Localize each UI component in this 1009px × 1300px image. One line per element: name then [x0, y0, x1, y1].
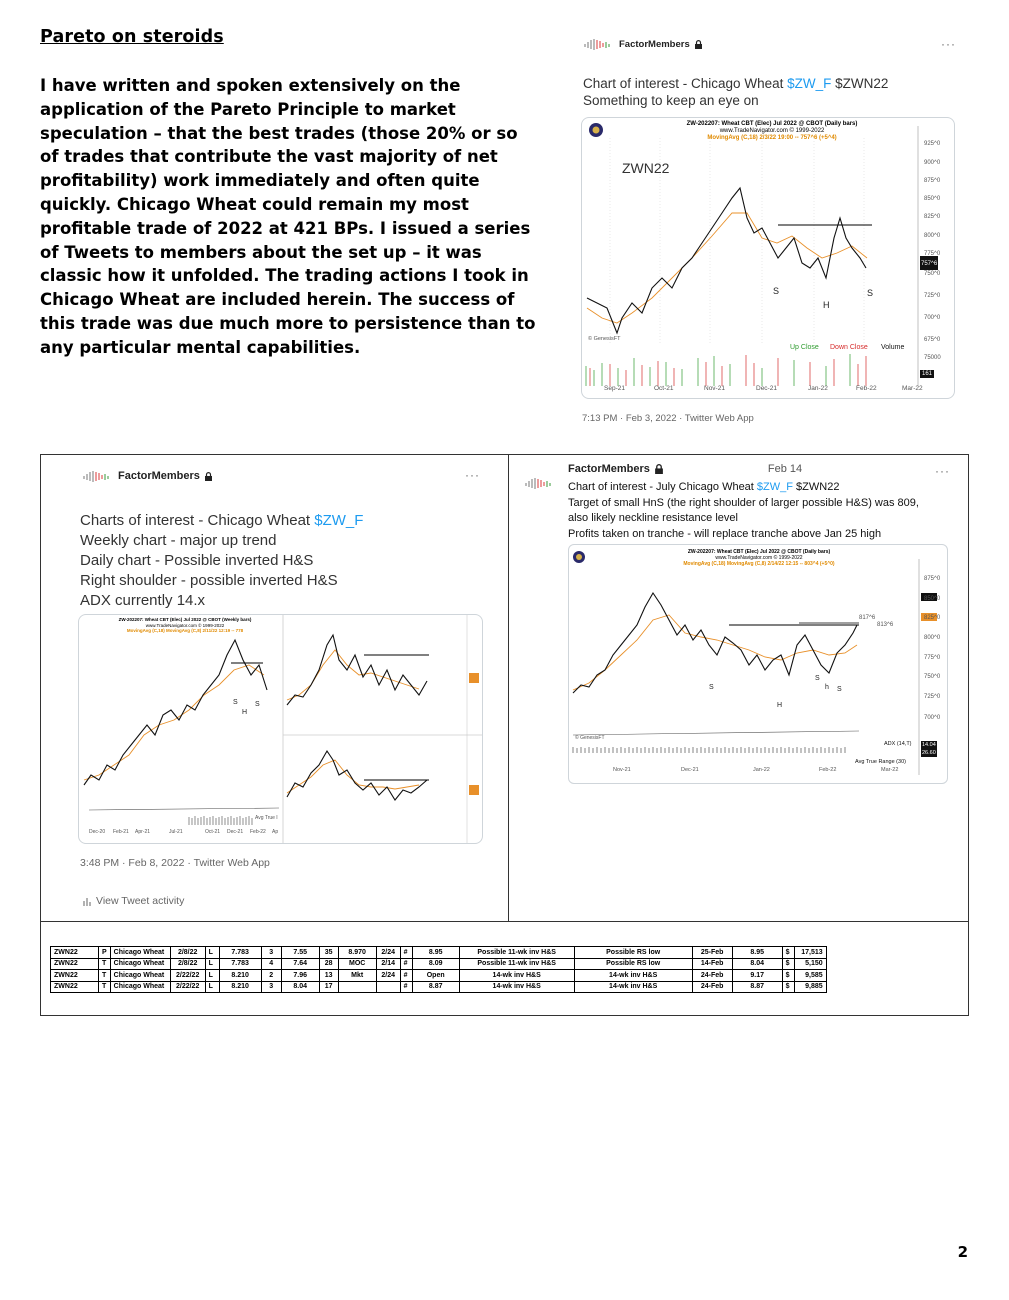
table-cell: $	[782, 970, 794, 982]
table-cell: Open	[412, 970, 459, 982]
x-tick: Feb-22	[250, 829, 266, 835]
table-row	[51, 970, 827, 982]
x-tick: Dec-21	[681, 767, 699, 773]
pattern-label-h: H	[777, 702, 783, 709]
factor-logo-icon	[583, 35, 611, 53]
x-tick: Jan-22	[753, 767, 770, 773]
account-name[interactable]: FactorMembers	[619, 38, 690, 50]
table-cell: P	[99, 947, 111, 959]
tweet-text: $ZWN22	[831, 76, 889, 91]
symbol-label: ZWN22	[622, 160, 670, 176]
table-cell: 7.64	[281, 958, 319, 970]
legend-volume: Volume	[881, 344, 905, 351]
x-tick: Sep-21	[604, 385, 625, 392]
adx-value: 14.04	[922, 742, 936, 748]
table-cell	[338, 981, 376, 993]
table-cell: 7.96	[281, 970, 319, 982]
table-cell: MOC	[338, 958, 376, 970]
tweet-text: $ZWN22	[792, 481, 840, 493]
table-cell: 13	[319, 970, 338, 982]
tweet-text: Profits taken on tranche - will replace tranche above Jan 25 high	[568, 527, 882, 540]
chart-title-line: MovingAvg (C,18) MovingAvg (C,8) 2/14/22 12:15 -- 803^4 (+5^0)	[683, 561, 835, 567]
pattern-label-s: S	[837, 686, 842, 693]
x-tick: Nov-21	[613, 767, 631, 773]
x-tick: Feb-22	[819, 767, 837, 773]
table-cell: #	[400, 958, 412, 970]
view-activity-link[interactable]: View Tweet activity	[96, 895, 185, 907]
table-cell: 3	[261, 947, 281, 959]
pattern-label-h: H	[823, 300, 830, 310]
x-tick: Ap	[272, 829, 279, 835]
table-cell: 17,513	[794, 947, 826, 959]
credit-label: © GenesisFT	[588, 336, 621, 342]
tweet-text: Right shoulder - possible inverted H&S	[80, 572, 338, 589]
tweet-feb8	[68, 458, 500, 918]
table-cell: 24-Feb	[692, 970, 732, 982]
y-tick: 875^0	[924, 178, 941, 184]
table-cell: $	[782, 958, 794, 970]
table-cell: 8.04	[281, 981, 319, 993]
x-tick: Nov-21	[704, 385, 725, 392]
price-tag: 757^6	[921, 261, 938, 267]
pattern-label-s: S	[233, 699, 238, 706]
x-tick: Dec-21	[227, 829, 244, 835]
table-cell: L	[205, 981, 219, 993]
table-cell: 14-wk inv H&S	[459, 970, 574, 982]
x-tick: Feb-22	[856, 385, 877, 392]
y-tick: 700^0	[924, 315, 941, 321]
pattern-label-s: S	[773, 286, 780, 296]
page-number: 2	[957, 1243, 968, 1261]
table-cell: 14-wk inv H&S	[574, 970, 692, 982]
pattern-label-s: S	[867, 288, 874, 298]
annotation-label: 813^6	[877, 622, 894, 628]
chart-title-line: ZW-202207: Wheat CBT (Elec) Jul 2022 @ CBOT (Weekly bars)	[118, 617, 252, 622]
table-cell: 2	[261, 970, 281, 982]
y-tick: 825^0	[924, 615, 941, 621]
legend-up: Up Close	[790, 344, 819, 351]
lock-icon	[654, 464, 664, 474]
chart-svg	[79, 615, 483, 844]
table-cell: 5,150	[794, 958, 826, 970]
y-tick: 800^0	[924, 233, 941, 239]
x-tick: Apr-21	[135, 829, 151, 835]
chart-title-line: MovingAvg (C,18) MovingAvg (C,8) 2/11/22 12:19 -- 778	[126, 628, 244, 633]
tweet-text: Weekly chart - major up trend	[80, 532, 277, 549]
table-cell: T	[99, 958, 111, 970]
tweet-timestamp[interactable]: 3:48 PM · Feb 8, 2022 · Twitter Web App	[80, 857, 270, 869]
tweet-text: Chart of interest - Chicago Wheat	[583, 76, 788, 91]
table-cell: Mkt	[338, 970, 376, 982]
more-options-icon[interactable]: ···	[941, 37, 956, 51]
chart-title-line: ZW-202207: Wheat CBT (Elec) Jul 2022 @ CBOT (Daily bars)	[687, 549, 831, 555]
y-tick: 725^0	[924, 694, 941, 700]
panel-divider	[508, 455, 509, 921]
table-cell: 17	[319, 981, 338, 993]
table-cell: 2/8/22	[170, 958, 205, 970]
tweet-feb14	[522, 460, 958, 790]
table-cell: 7.783	[219, 958, 261, 970]
y-tick: 875^0	[924, 576, 941, 582]
y-tick: 725^0	[924, 293, 941, 299]
factor-logo-icon	[524, 474, 552, 492]
table-cell: 14-Feb	[692, 958, 732, 970]
table-cell: 3	[261, 981, 281, 993]
x-tick: Mar-22	[881, 767, 899, 773]
table-cell: 7.55	[281, 947, 319, 959]
table-cell: 8.95	[732, 947, 782, 959]
table-cell: ZWN22	[51, 958, 99, 970]
tweet-text: Chart of interest - July Chicago Wheat	[568, 481, 757, 493]
table-cell: 8.210	[219, 970, 261, 982]
x-tick: Dec-20	[89, 829, 106, 835]
analytics-icon	[82, 896, 92, 906]
chart-title-line: www.TradeNavigator.com © 1999-2022	[145, 622, 225, 628]
table-cell: Chicago Wheat	[110, 958, 170, 970]
factor-logo-icon	[82, 467, 110, 485]
lock-icon	[694, 40, 703, 49]
table-cell: Possible RS low	[574, 958, 692, 970]
tweet-text: also likely neckline resistance level	[568, 512, 738, 524]
tweet-text: Target of small HnS (the right shoulder of larger possible H&S) was 809,	[568, 496, 919, 509]
tweet-text: Daily chart - Possible inverted H&S	[80, 552, 314, 569]
tweet-text: Charts of interest - Chicago Wheat	[80, 512, 315, 529]
more-options-icon[interactable]: ···	[935, 464, 950, 478]
table-cell: Possible 11-wk inv H&S	[459, 958, 574, 970]
y-tick: 825^0	[924, 214, 941, 220]
table-cell: 9.17	[732, 970, 782, 982]
hashtag-link[interactable]: $ZW_F	[314, 512, 364, 529]
x-tick: Oct-21	[654, 385, 674, 392]
table-cell: 35	[319, 947, 338, 959]
table-cell: T	[99, 981, 111, 993]
panel-divider	[41, 921, 968, 922]
y-tick: 800^0	[924, 635, 941, 641]
table-cell: 28	[319, 958, 338, 970]
x-tick: Oct-21	[205, 829, 221, 835]
tweet-feb3	[573, 27, 966, 439]
table-row	[51, 981, 827, 993]
account-name[interactable]: FactorMembers	[118, 470, 200, 482]
more-options-icon[interactable]: ···	[465, 468, 480, 482]
table-cell: 25-Feb	[692, 947, 732, 959]
table-cell: 2/22/22	[170, 981, 205, 993]
table-cell: 8.210	[219, 981, 261, 993]
table-row	[51, 947, 827, 959]
table-cell: Possible RS low	[574, 947, 692, 959]
page-heading: Pareto on steroids	[40, 27, 224, 47]
table-cell: 14-wk inv H&S	[574, 981, 692, 993]
chart-svg	[569, 545, 948, 784]
table-cell: 24-Feb	[692, 981, 732, 993]
x-tick: Jan-22	[808, 385, 828, 392]
table-cell: 2/22/22	[170, 970, 205, 982]
x-tick: Dec-21	[756, 385, 777, 392]
table-cell: 9,885	[794, 981, 826, 993]
table-cell: 14-wk inv H&S	[459, 981, 574, 993]
table-cell: ZWN22	[51, 970, 99, 982]
table-cell: #	[400, 970, 412, 982]
pattern-label-s: S	[709, 684, 714, 691]
chart-title-line: www.TradeNavigator.com © 1999-2022	[715, 555, 803, 561]
tweet-text: Something to keep an eye on	[583, 93, 759, 108]
table-cell: 2/8/22	[170, 947, 205, 959]
table-cell: L	[205, 970, 219, 982]
table-row	[51, 958, 827, 970]
table-cell: 2/24	[376, 947, 400, 959]
table-cell: #	[400, 981, 412, 993]
pattern-label-s: S	[255, 701, 260, 708]
chart-header	[629, 549, 889, 567]
table-cell: L	[205, 947, 219, 959]
annotation-label: 817^6	[859, 615, 876, 621]
table-cell: #	[400, 947, 412, 959]
pattern-label-h: H	[242, 709, 248, 716]
table-cell: 8.87	[732, 981, 782, 993]
adx-label: ADX (14,T)	[884, 741, 912, 747]
table-cell: 8.09	[412, 958, 459, 970]
legend-down: Down Close	[830, 344, 868, 351]
y-tick: 900^0	[924, 160, 941, 166]
hashtag-link[interactable]: $ZW_F	[756, 481, 793, 493]
y-tick: 750^0	[924, 674, 941, 680]
lock-icon	[204, 472, 213, 481]
pattern-label-h: h	[825, 684, 829, 691]
intro-paragraph: I have written and spoken extensively on the application of the Pareto Principle to market speculation – that the best trades (those 20% or so of trades that contribute the vast majority of net profitability) work immediately and often quite quickly. Chicago Wheat could remain my most profitable trade of 2022 at 421 BPs. I issued a series of Tweets to members about the set up – it was classic how it unfolded. The trading actions I took in Chicago Wheat are included herein. The success of this trade was due much more to persistence than to any particular mental capabilities.	[40, 76, 536, 357]
table-cell: 7.783	[219, 947, 261, 959]
chart-daily-zwn22-feb14[interactable]	[568, 544, 948, 784]
chart-header	[642, 121, 902, 142]
table-cell: L	[205, 958, 219, 970]
table-cell: 8.04	[732, 958, 782, 970]
y-tick: 775^0	[924, 655, 941, 661]
table-cell: Possible 11-wk inv H&S	[459, 947, 574, 959]
x-tick: Mar-22	[902, 385, 923, 392]
table-cell: $	[782, 947, 794, 959]
tweet-date[interactable]: Feb 14	[767, 463, 803, 475]
trades-table	[50, 946, 827, 993]
y-tick: 925^0	[924, 141, 941, 147]
chart-header	[85, 617, 285, 634]
credit-label: © GenesisFT	[575, 735, 605, 741]
atr-value: 26.60	[922, 750, 936, 756]
hashtag-link[interactable]: $ZW_F	[787, 76, 832, 91]
table-cell: 8.95	[412, 947, 459, 959]
y-tick: 75000	[924, 355, 941, 361]
table-cell: 2/24	[376, 970, 400, 982]
table-cell: T	[99, 970, 111, 982]
table-cell: $	[782, 981, 794, 993]
chart-weekly-daily-composite[interactable]	[78, 614, 483, 844]
y-tick: 700^0	[924, 715, 941, 721]
account-name[interactable]: FactorMembers	[568, 463, 650, 475]
chart-daily-zwn22[interactable]	[581, 117, 955, 399]
x-tick: Jul-21	[169, 829, 183, 835]
pattern-label-s: S	[815, 675, 820, 682]
volume-tag: 161	[922, 371, 933, 377]
y-tick: 850^0	[924, 596, 941, 602]
y-tick: 850^0	[924, 196, 941, 202]
table-cell: 8.87	[412, 981, 459, 993]
chart-title-line: ZW-202207: Wheat CBT (Elec) Jul 2022 @ CBOT (Daily bars)	[686, 121, 858, 127]
atr-label: Avg True Range (30)	[855, 759, 906, 765]
table-cell: 2/14	[376, 958, 400, 970]
table-cell: ZWN22	[51, 981, 99, 993]
table-cell: 8.970	[338, 947, 376, 959]
table-cell: 4	[261, 958, 281, 970]
table-cell: Chicago Wheat	[110, 981, 170, 993]
chart-title-line: www.TradeNavigator.com © 1999-2022	[719, 128, 825, 134]
tweet-text: ADX currently 14.x	[80, 592, 206, 609]
table-cell	[376, 981, 400, 993]
y-tick: 775^0	[924, 251, 941, 257]
x-tick: Feb-21	[113, 829, 129, 835]
table-cell: Chicago Wheat	[110, 947, 170, 959]
y-tick: 675^0	[924, 337, 941, 343]
table-cell: 9,585	[794, 970, 826, 982]
chart-title-line: MovingAvg (C,18) 2/3/22 19:00 -- 757^6 (+5^4)	[707, 135, 837, 141]
tweet-timestamp[interactable]: 7:13 PM · Feb 3, 2022 · Twitter Web App	[582, 413, 754, 424]
atr-label: Avg True I	[255, 815, 278, 821]
y-tick: 750^0	[924, 271, 941, 277]
table-cell: ZWN22	[51, 947, 99, 959]
table-cell: Chicago Wheat	[110, 970, 170, 982]
